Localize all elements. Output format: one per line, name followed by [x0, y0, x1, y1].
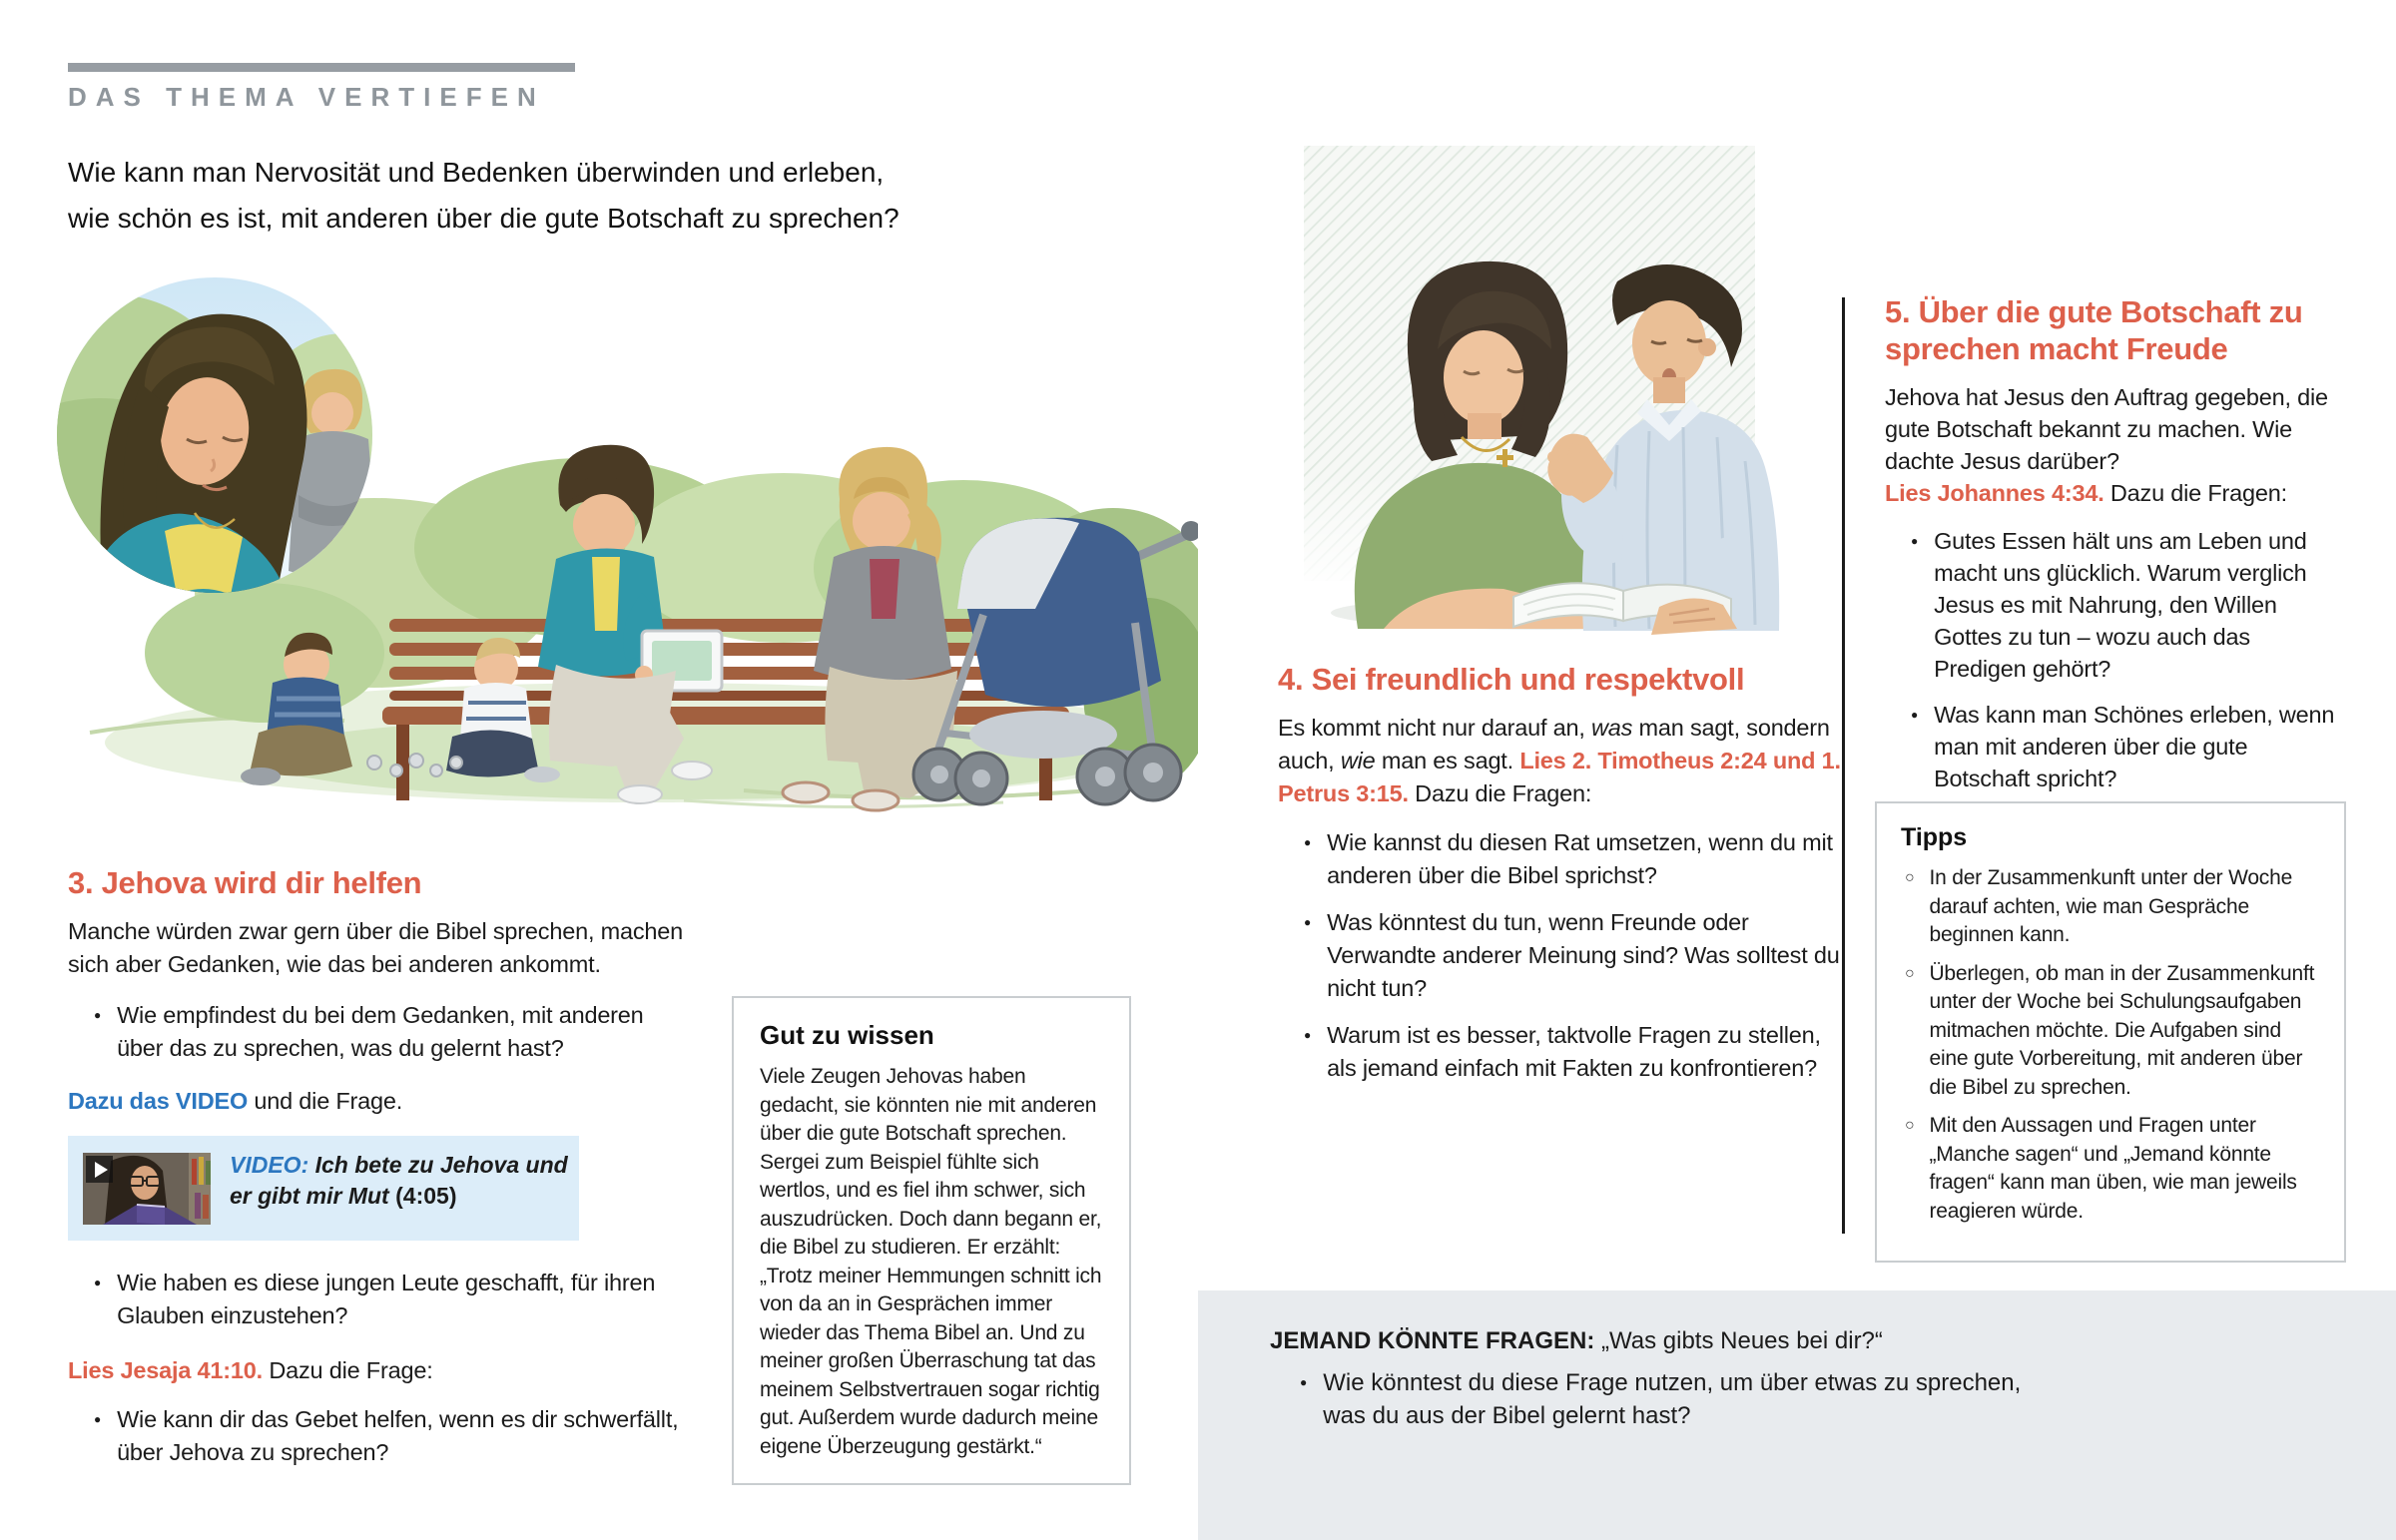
video-lead-rest: und die Frage.	[248, 1088, 403, 1114]
column-divider	[1842, 297, 1845, 1234]
section-5-bullet-1	[1911, 525, 2346, 685]
section-3-bullet-2	[94, 1267, 695, 1332]
play-icon[interactable]	[86, 1156, 113, 1183]
listening-woman	[1355, 261, 1599, 629]
boys-playing	[241, 633, 560, 785]
good-to-know-title: Gut zu wissen	[760, 1020, 934, 1050]
bullet-text: ● Warum ist es besser, taktvolle Fragen zu stellen, als jemand einfach mit Fakten zu konfrontieren?	[1327, 1022, 1821, 1081]
tip-text: ○ Überlegen, ob man in der Zusammenkunft unter der Woche bei Schulungsaufgaben mitmachen möchte. Die Aufgaben sind eine gute Vorbereitung, mit anderen über die Bibel zu sprechen.	[1929, 961, 2315, 1099]
section-4	[1278, 661, 1849, 1099]
someone-might-ask-line	[1270, 1324, 1883, 1357]
section-4-intro	[1278, 712, 1849, 810]
tip-item-2	[1905, 960, 2320, 1103]
intro-text: Dazu die Fragen:	[1408, 780, 1592, 806]
video-link[interactable]: Dazu das VIDEO	[68, 1088, 249, 1114]
park-scene-svg	[45, 263, 1198, 812]
scripture-rest: Dazu die Frage:	[263, 1357, 433, 1383]
someone-might-ask-box	[1198, 1290, 2396, 1540]
intro-line-1: Wie kann man Nervosität und Bedenken überwinden und erleben,	[68, 157, 885, 188]
video-caption	[230, 1150, 569, 1212]
section-4-title: 4. Sei freundlich und respektvoll	[1278, 662, 1745, 697]
intro-emphasis: wie	[1340, 748, 1376, 773]
good-to-know-body: Viele Zeugen Jehovas haben gedacht, sie könnten nie mit anderen über die gute Botschaft sprechen. Sergei zum Beispiel fühlte sich wertlos, und es fiel ihm schwer, sich auszudrücken. Doch dann begann er, die Bibel zu studieren. Er erzählt: „Trotz meiner Hemmungen schnitt ich von da an in Gesprächen immer wieder das Thema Bibel an. Und zu meiner großen Überraschung tat das meinem Selbstvertrauen sogar richtig gut. Außerdem wurde dadurch meine eigene Überzeugung gestärkt.“	[760, 1065, 1102, 1458]
section-4-bullet-3	[1304, 1019, 1849, 1085]
section-3-title: 3. Jehova wird dir helfen	[68, 865, 422, 900]
man-left-hand	[1651, 598, 1737, 635]
video-thumbnail[interactable]	[83, 1153, 211, 1225]
tips-title: Tipps	[1901, 823, 1968, 851]
section-5-intro	[1885, 381, 2346, 509]
stroller	[913, 518, 1198, 804]
kicker-title: DAS THEMA VERTIEFEN	[68, 82, 545, 112]
section-4-bullet-1	[1304, 826, 1849, 892]
section-5-bullet-2	[1911, 699, 2346, 794]
intro-text: Jehova hat Jesus den Auftrag gegeben, die gute Botschaft bekannt zu machen. Wie dachte Jesus darüber?	[1885, 384, 2328, 474]
video-lead	[68, 1085, 695, 1118]
bullet-text: ● Was kann man Schönes erleben, wenn man mit anderen über die gute Botschaft spricht?	[1934, 702, 2335, 791]
tips-box	[1875, 801, 2346, 1263]
intro-question	[68, 150, 1046, 242]
good-to-know-box	[732, 996, 1131, 1485]
bushes	[145, 458, 1198, 787]
intro-text: man sagt, sondern auch,	[1278, 715, 1830, 773]
bullet-text: ● Wie könntest du diese Frage nutzen, um über etwas zu sprechen, was du aus der Bibel gelernt hast?	[1323, 1369, 2022, 1429]
intro-text: man es sagt.	[1375, 748, 1520, 773]
inset-circle-portrait	[45, 277, 424, 608]
video-duration: (4:05)	[395, 1183, 457, 1209]
intro-emphasis: was	[1591, 715, 1633, 741]
bullet-text: ● Wie empfindest du bei dem Gedanken, mit anderen über das zu sprechen, was du gelernt hast?	[117, 1002, 644, 1061]
woman-gray-jacket	[783, 447, 957, 810]
scripture-link-johannes[interactable]: Lies Johannes 4:34.	[1885, 480, 2104, 506]
park-bench	[382, 619, 1069, 800]
conversation-svg	[1266, 146, 1792, 645]
intro-line-2: wie schön es ist, mit anderen über die gute Botschaft zu sprechen?	[68, 203, 899, 234]
someone-might-ask-bullet	[1300, 1366, 2029, 1432]
bullet-text: ● Wie kann dir das Gebet helfen, wenn es dir schwerfällt, über Jehova zu sprechen?	[117, 1406, 679, 1465]
tip-text: ○ Mit den Aussagen und Fragen unter „Manche sagen“ und „Jemand könnte fragen“ kann man üben, wie man jeweils reagieren würde.	[1929, 1114, 2297, 1223]
someone-might-ask-label: JEMAND KÖNNTE FRAGEN:	[1270, 1327, 1595, 1354]
section-3-bullet-1	[94, 999, 695, 1065]
section-3-bullet-3	[94, 1403, 695, 1469]
scripture-link-jesaja[interactable]: Lies Jesaja 41:10.	[68, 1357, 263, 1383]
section-3-scripture-line	[68, 1354, 695, 1387]
intro-text: Es kommt nicht nur darauf an,	[1278, 715, 1592, 741]
video-title: Ich bete zu Jehova und er gibt mir Mut	[230, 1152, 568, 1209]
tip-item-1	[1905, 864, 2320, 950]
video-label: VIDEO:	[230, 1152, 309, 1178]
grass-ground	[90, 683, 1183, 807]
video-card[interactable]	[68, 1136, 579, 1241]
open-book	[1513, 583, 1731, 627]
bullet-text: ● Gutes Essen hält uns am Leben und macht uns glücklich. Warum verglich Jesus es mit Nahrung, den Willen Gottes zu tun – wozu auch das Predigen gehört?	[1934, 528, 2307, 682]
bullet-text: ● Was könntest du tun, wenn Freunde oder Verwandte anderer Meinung sind? Was solltest du nicht tun?	[1327, 909, 1840, 1001]
woman-with-tablet	[538, 445, 722, 803]
intro-text: Dazu die Fragen:	[2103, 480, 2287, 506]
park-scene-illustration	[45, 263, 1198, 812]
scripture-link-timotheus-petrus[interactable]: Lies 2. Timotheus 2:24 und 1. Petrus 3:15.	[1278, 748, 1841, 806]
bullet-text: ● Wie haben es diese jungen Leute geschafft, für ihren Glauben einzustehen?	[117, 1270, 656, 1328]
section-5-title: 5. Über die gute Botschaft zu sprechen macht Freude	[1885, 294, 2303, 366]
section-3	[68, 864, 695, 1483]
section-4-bullet-2	[1304, 906, 1849, 1005]
talking-man	[1540, 264, 1779, 631]
section-3-intro: Manche würden zwar gern über die Bibel sprechen, machen sich aber Gedanken, wie das bei anderen ankommt.	[68, 918, 684, 977]
kicker-bar	[68, 63, 575, 72]
tip-item-3	[1905, 1112, 2320, 1226]
tip-text: ○ In der Zusammenkunft unter der Woche darauf achten, wie man Gespräche beginnen kann.	[1929, 866, 2293, 946]
conversation-illustration	[1266, 146, 1792, 645]
someone-might-ask-quote: „Was gibts Neues bei dir?“	[1594, 1327, 1883, 1354]
section-5	[1885, 293, 2346, 808]
bullet-text: ● Wie kannst du diesen Rat umsetzen, wenn du mit anderen über die Bibel sprichst?	[1327, 829, 1833, 888]
